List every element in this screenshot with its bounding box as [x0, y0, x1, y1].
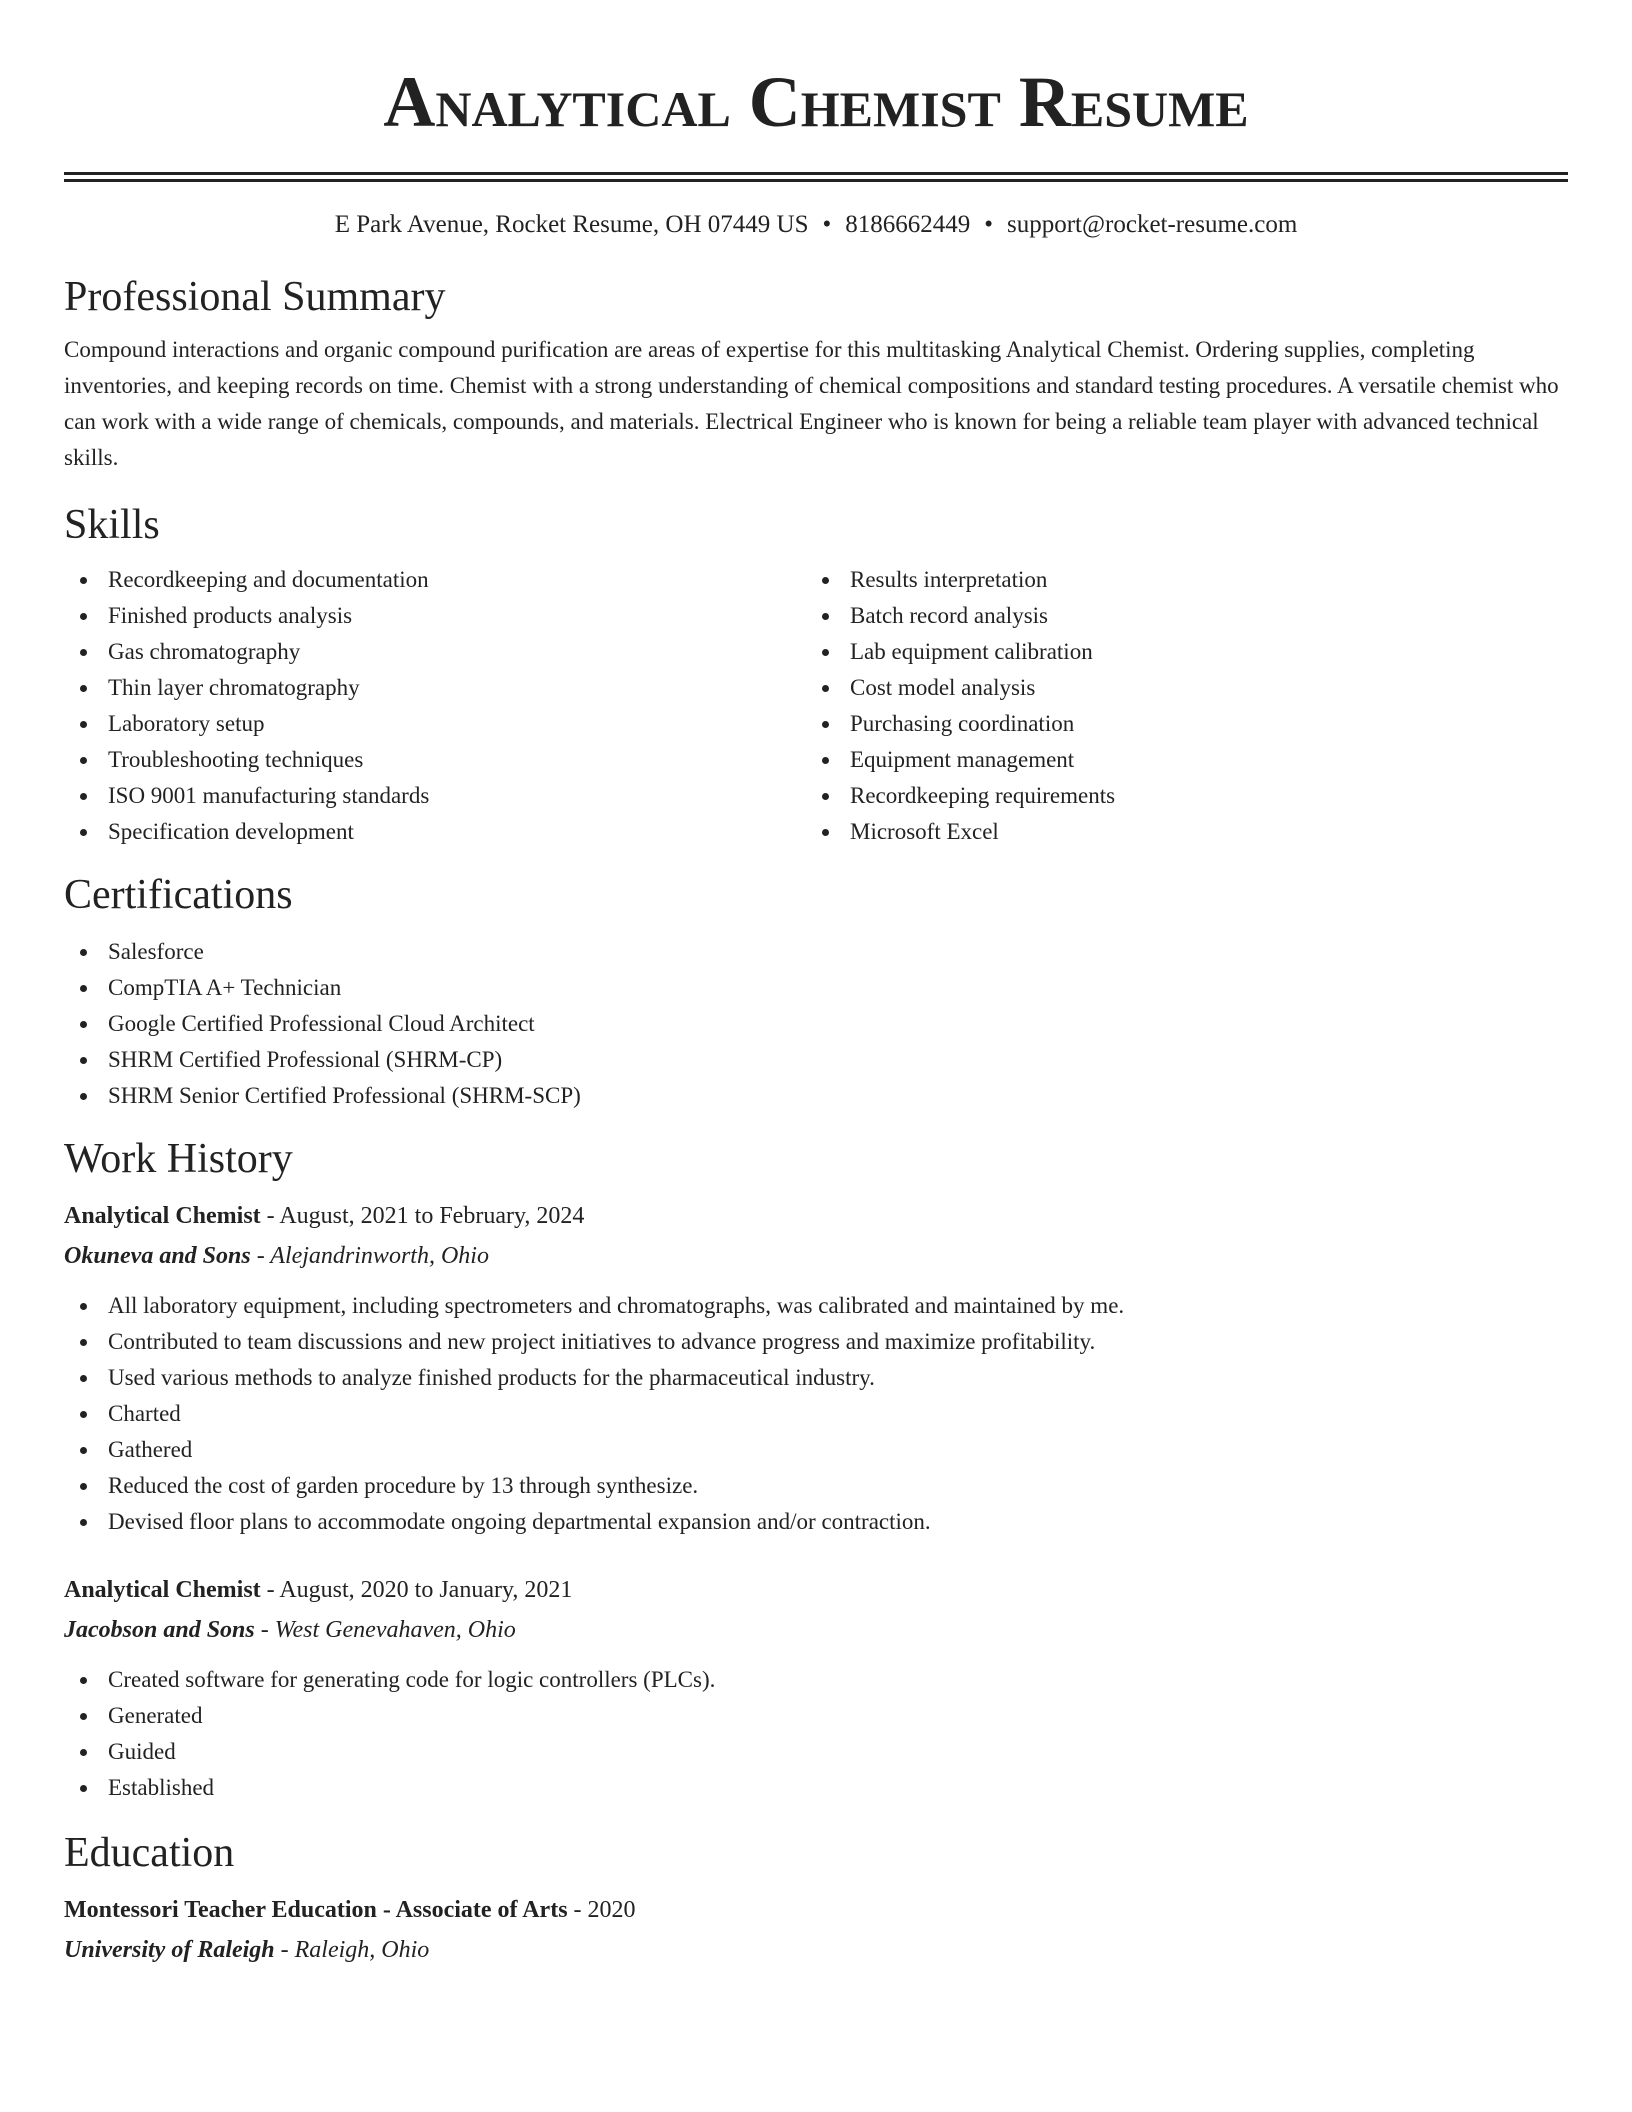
skill-item: Cost model analysis	[806, 670, 1548, 706]
bullet-icon	[80, 577, 87, 584]
bullet-icon	[80, 1093, 87, 1100]
contact-separator: •	[822, 211, 832, 238]
bullet-icon	[822, 685, 829, 692]
job-duty-item: Used various methods to analyze finished products for the pharmaceutical industry.	[64, 1360, 1568, 1396]
certification-item: Google Certified Professional Cloud Architect	[64, 1006, 1568, 1042]
education-section	[64, 1828, 1568, 1970]
contact-separator: •	[984, 211, 993, 238]
bullet-icon	[80, 1713, 87, 1720]
skill-item: Purchasing coordination	[806, 706, 1548, 742]
job-duty-item: Generated	[64, 1698, 1568, 1734]
summary-section	[64, 272, 1568, 476]
skills-section	[64, 500, 1568, 850]
job-title-line	[64, 1570, 1568, 1610]
job-duties-list	[64, 1662, 1568, 1806]
skill-item: Batch record analysis	[806, 598, 1548, 634]
bullet-icon	[80, 721, 87, 728]
skill-item: Laboratory setup	[64, 706, 806, 742]
education-school-line	[64, 1930, 1568, 1970]
skills-list-right	[806, 562, 1548, 850]
skills-heading: Skills	[64, 502, 160, 548]
job-location: - West Genevahaven, Ohio	[254, 1617, 516, 1643]
bullet-icon	[80, 1447, 87, 1454]
job-title-line	[64, 1196, 1568, 1236]
education-degree-line	[64, 1890, 1568, 1930]
job-title: Analytical Chemist	[64, 1577, 261, 1603]
job-duty-item: Guided	[64, 1734, 1568, 1770]
job-employer: Jacobson and Sons	[64, 1617, 255, 1643]
bullet-icon	[80, 1303, 87, 1310]
skill-item: Lab equipment calibration	[806, 634, 1548, 670]
bullet-icon	[822, 721, 829, 728]
bullet-icon	[80, 1339, 87, 1346]
skill-item: Gas chromatography	[64, 634, 806, 670]
bullet-icon	[80, 985, 87, 992]
job-duty-item: Established	[64, 1770, 1568, 1806]
bullet-icon	[822, 577, 829, 584]
bullet-icon	[80, 1785, 87, 1792]
work-history-section	[64, 1134, 1568, 1806]
bullet-icon	[822, 793, 829, 800]
bullet-icon	[80, 757, 87, 764]
title-divider	[64, 172, 1568, 182]
certification-item: CompTIA A+ Technician	[64, 970, 1568, 1006]
bullet-icon	[80, 1483, 87, 1490]
resume-title: Analytical Chemist Resume	[383, 62, 1249, 142]
skill-item: Specification development	[64, 814, 806, 850]
job-duty-item: Charted	[64, 1396, 1568, 1432]
job-title: Analytical Chemist	[64, 1203, 261, 1229]
job-duty-item: Gathered	[64, 1432, 1568, 1468]
certification-item: SHRM Senior Certified Professional (SHRM-SCP)	[64, 1078, 1568, 1114]
skill-item: Equipment management	[806, 742, 1548, 778]
contact-email[interactable]: support@rocket-resume.com	[1007, 211, 1298, 238]
bullet-icon	[80, 793, 87, 800]
skill-item: Microsoft Excel	[806, 814, 1548, 850]
bullet-icon	[80, 1411, 87, 1418]
bullet-icon	[80, 1021, 87, 1028]
job-duties-list	[64, 1288, 1568, 1540]
job-duty-item: Created software for generating code for logic controllers (PLCs).	[64, 1662, 1568, 1698]
bullet-icon	[80, 829, 87, 836]
certification-item: Salesforce	[64, 934, 1568, 970]
job-duty-item: All laboratory equipment, including spectrometers and chromatographs, was calibrated and maintained by me.	[64, 1288, 1568, 1324]
bullet-icon	[822, 757, 829, 764]
job-duty-item: Contributed to team discussions and new project initiatives to advance progress and maximize profitability.	[64, 1324, 1568, 1360]
skills-list-left	[64, 562, 806, 850]
bullet-icon	[80, 1519, 87, 1526]
job-entry	[64, 1570, 1568, 1806]
education-heading: Education	[64, 1830, 235, 1876]
job-employer-line	[64, 1610, 1568, 1650]
bullet-icon	[822, 613, 829, 620]
resume-page	[64, 0, 1568, 1970]
bullet-icon	[80, 1749, 87, 1756]
summary-heading: Professional Summary	[64, 274, 446, 320]
skill-item: Recordkeeping requirements	[806, 778, 1548, 814]
skills-columns	[64, 562, 1568, 850]
bullet-icon	[80, 1375, 87, 1382]
job-entry	[64, 1196, 1568, 1540]
bullet-icon	[822, 649, 829, 656]
contact-phone: 8186662449	[845, 211, 971, 238]
skill-item: Finished products analysis	[64, 598, 806, 634]
bullet-icon	[80, 949, 87, 956]
contact-address: E Park Avenue, Rocket Resume, OH 07449 US	[334, 211, 809, 238]
certifications-heading: Certifications	[64, 872, 293, 918]
education-year: - 2020	[567, 1897, 636, 1923]
certification-item: SHRM Certified Professional (SHRM-CP)	[64, 1042, 1568, 1078]
bullet-icon	[80, 685, 87, 692]
bullet-icon	[80, 649, 87, 656]
job-duty-item: Devised floor plans to accommodate ongoing departmental expansion and/or contraction.	[64, 1504, 1568, 1540]
skill-item: Recordkeeping and documentation	[64, 562, 806, 598]
education-school: University of Raleigh	[64, 1937, 275, 1963]
education-location: - Raleigh, Ohio	[274, 1937, 430, 1963]
summary-text: Compound interactions and organic compound purification are areas of expertise for this multitasking Analytical Chemist. Ordering supplies, completing inventories, and keeping records on time. Chemist with a strong understanding of chemical compositions and standard testing procedures. A versatile chemist who can work with a wide range of chemicals, compounds, and materials. Electrical Engineer who is known for being a reliable team player with advanced technical skills.	[64, 337, 1559, 470]
job-dates: - August, 2020 to January, 2021	[260, 1577, 573, 1603]
skill-item: Thin layer chromatography	[64, 670, 806, 706]
work-history-heading: Work History	[64, 1136, 293, 1182]
job-duty-item: Reduced the cost of garden procedure by 13 through synthesize.	[64, 1468, 1568, 1504]
contact-line	[64, 210, 1568, 240]
job-dates: - August, 2021 to February, 2024	[260, 1203, 585, 1229]
certifications-section	[64, 870, 1568, 1114]
job-employer-line	[64, 1236, 1568, 1276]
bullet-icon	[80, 1677, 87, 1684]
education-degree: Montessori Teacher Education - Associate of Arts	[64, 1897, 568, 1923]
skill-item: Results interpretation	[806, 562, 1548, 598]
job-location: - Alejandrinworth, Ohio	[250, 1243, 489, 1269]
skill-item: Troubleshooting techniques	[64, 742, 806, 778]
bullet-icon	[822, 829, 829, 836]
education-entry	[64, 1890, 1568, 1970]
bullet-icon	[80, 1057, 87, 1064]
bullet-icon	[80, 613, 87, 620]
certifications-list	[64, 934, 1568, 1114]
skill-item: ISO 9001 manufacturing standards	[64, 778, 806, 814]
job-employer: Okuneva and Sons	[64, 1243, 251, 1269]
